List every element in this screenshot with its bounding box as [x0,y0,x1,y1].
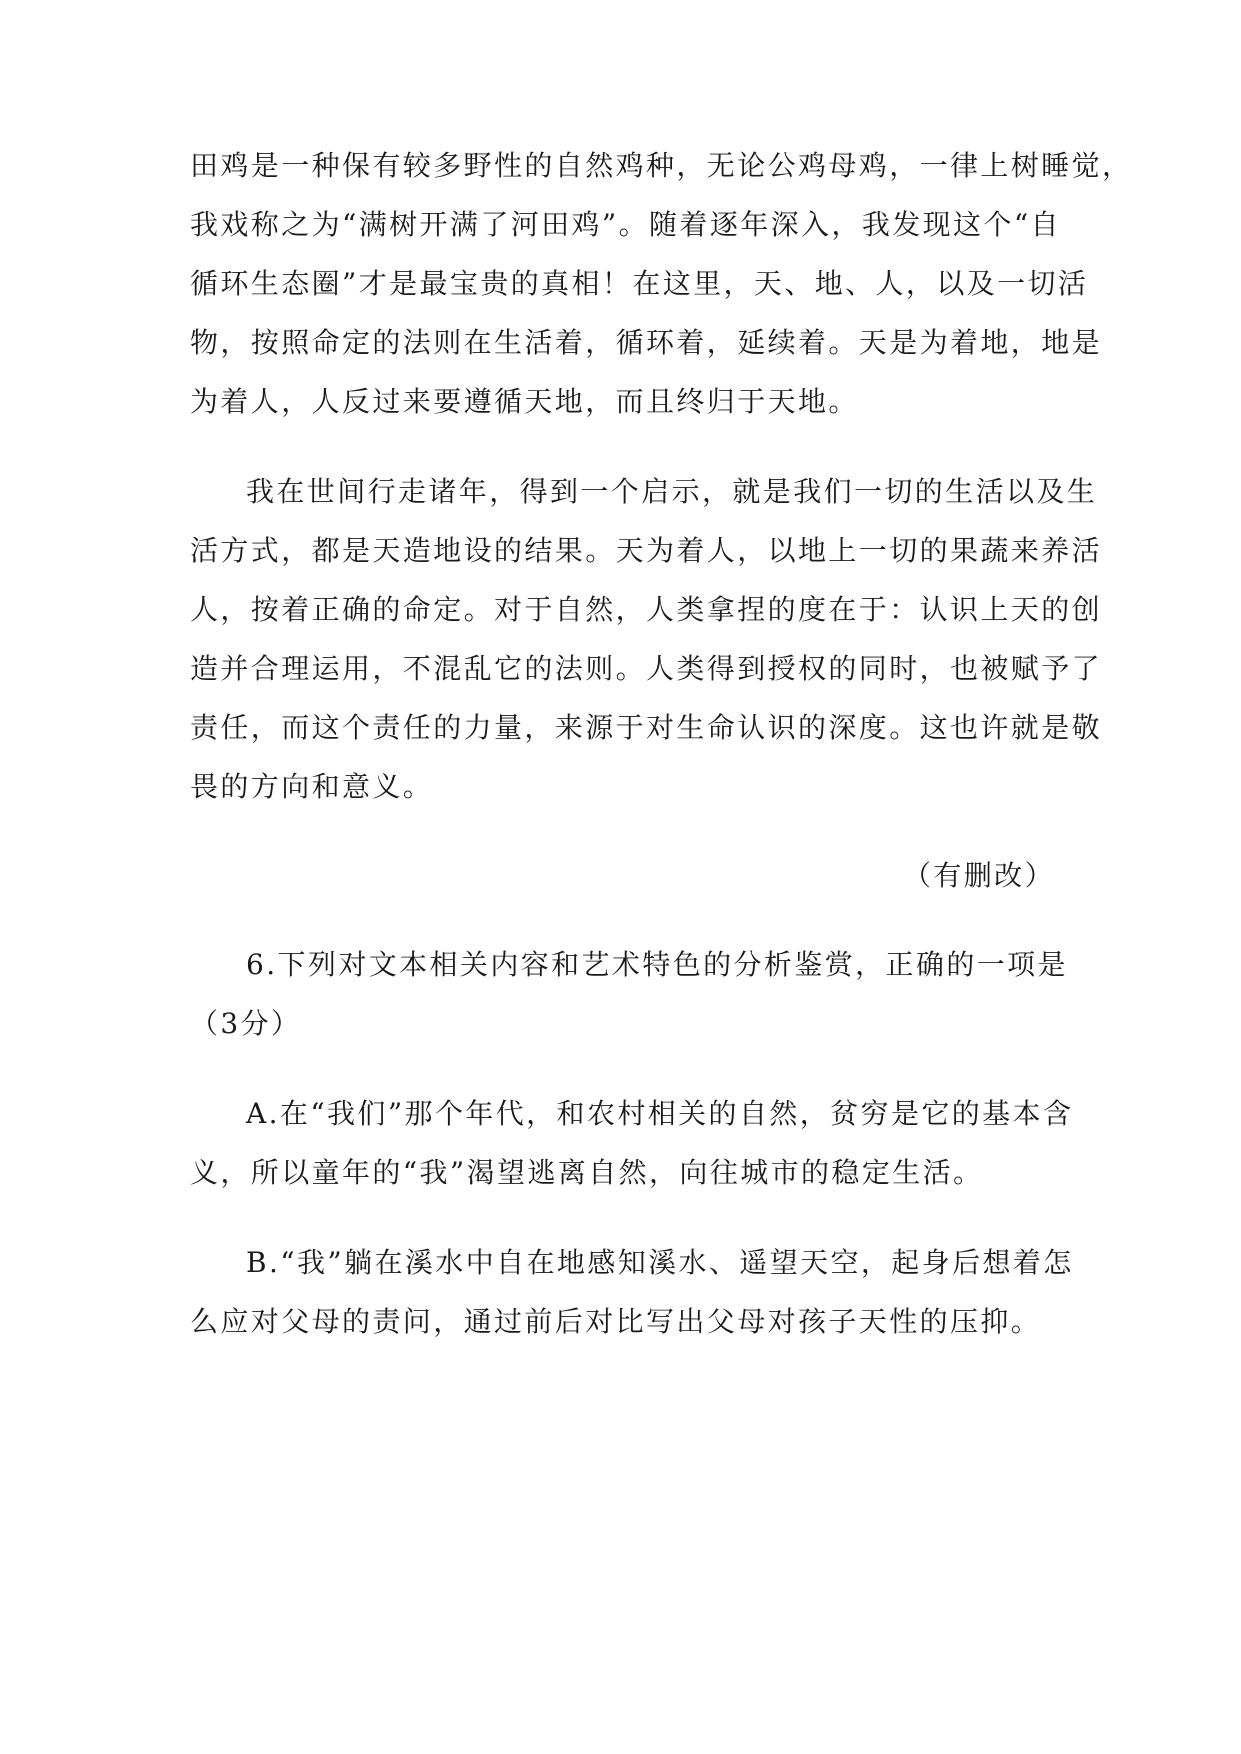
source-note: （有删改） [902,859,1055,892]
paragraph-1-line: 田鸡是一种保有较多野性的自然鸡种，无论公鸡母鸡，一律上树睡觉， [190,149,1133,182]
option-a-line: 义，所以童年的“我”渴望逃离自然，向往城市的稳定生活。 [190,1156,984,1189]
paragraph-2-line: 活方式，都是天造地设的结果。天为着人，以地上一切的果蔬来养活 [190,534,1103,567]
paragraph-2-line: 责任，而这个责任的力量，来源于对生命认识的深度。这也许就是敬 [190,711,1103,744]
option-a-line: A.在“我们”那个年代，和农村相关的自然，贫穷是它的基本含 [246,1097,1074,1130]
option-b-line: 么应对父母的责问，通过前后对比写出父母对孩子天性的压抑。 [190,1305,1042,1338]
paragraph-2-line: 人，按着正确的命定。对于自然，人类拿捏的度在于：认识上天的创 [190,593,1103,626]
paragraph-2-line: 造并合理运用，不混乱它的法则。人类得到授权的同时，也被赋予了 [190,652,1103,685]
paragraph-2-line: 畏的方向和意义。 [190,770,434,803]
question-6-stem: 6.下列对文本相关内容和艺术特色的分析鉴赏，正确的一项是 [246,948,1068,981]
question-6-score: （3分） [190,1007,302,1040]
paragraph-2-line: 我在世间行走诸年，得到一个启示，就是我们一切的生活以及生 [246,475,1098,508]
paragraph-1-line: 物，按照命定的法则在生活着，循环着，延续着。天是为着地，地是 [190,326,1103,359]
option-b-line: B.“我”躺在溪水中自在地感知溪水、遥望天空，起身后想着怎 [246,1246,1074,1279]
paragraph-1-line: 循环生态圈”才是最宝贵的真相！在这里，天、地、人，以及一切活 [190,267,1089,300]
paragraph-1-line: 为着人，人反过来要遵循天地，而且终归于天地。 [190,385,859,418]
paragraph-1-line: 我戏称之为“满树开满了河田鸡”。随着逐年深入，我发现这个“自 [190,208,1061,241]
